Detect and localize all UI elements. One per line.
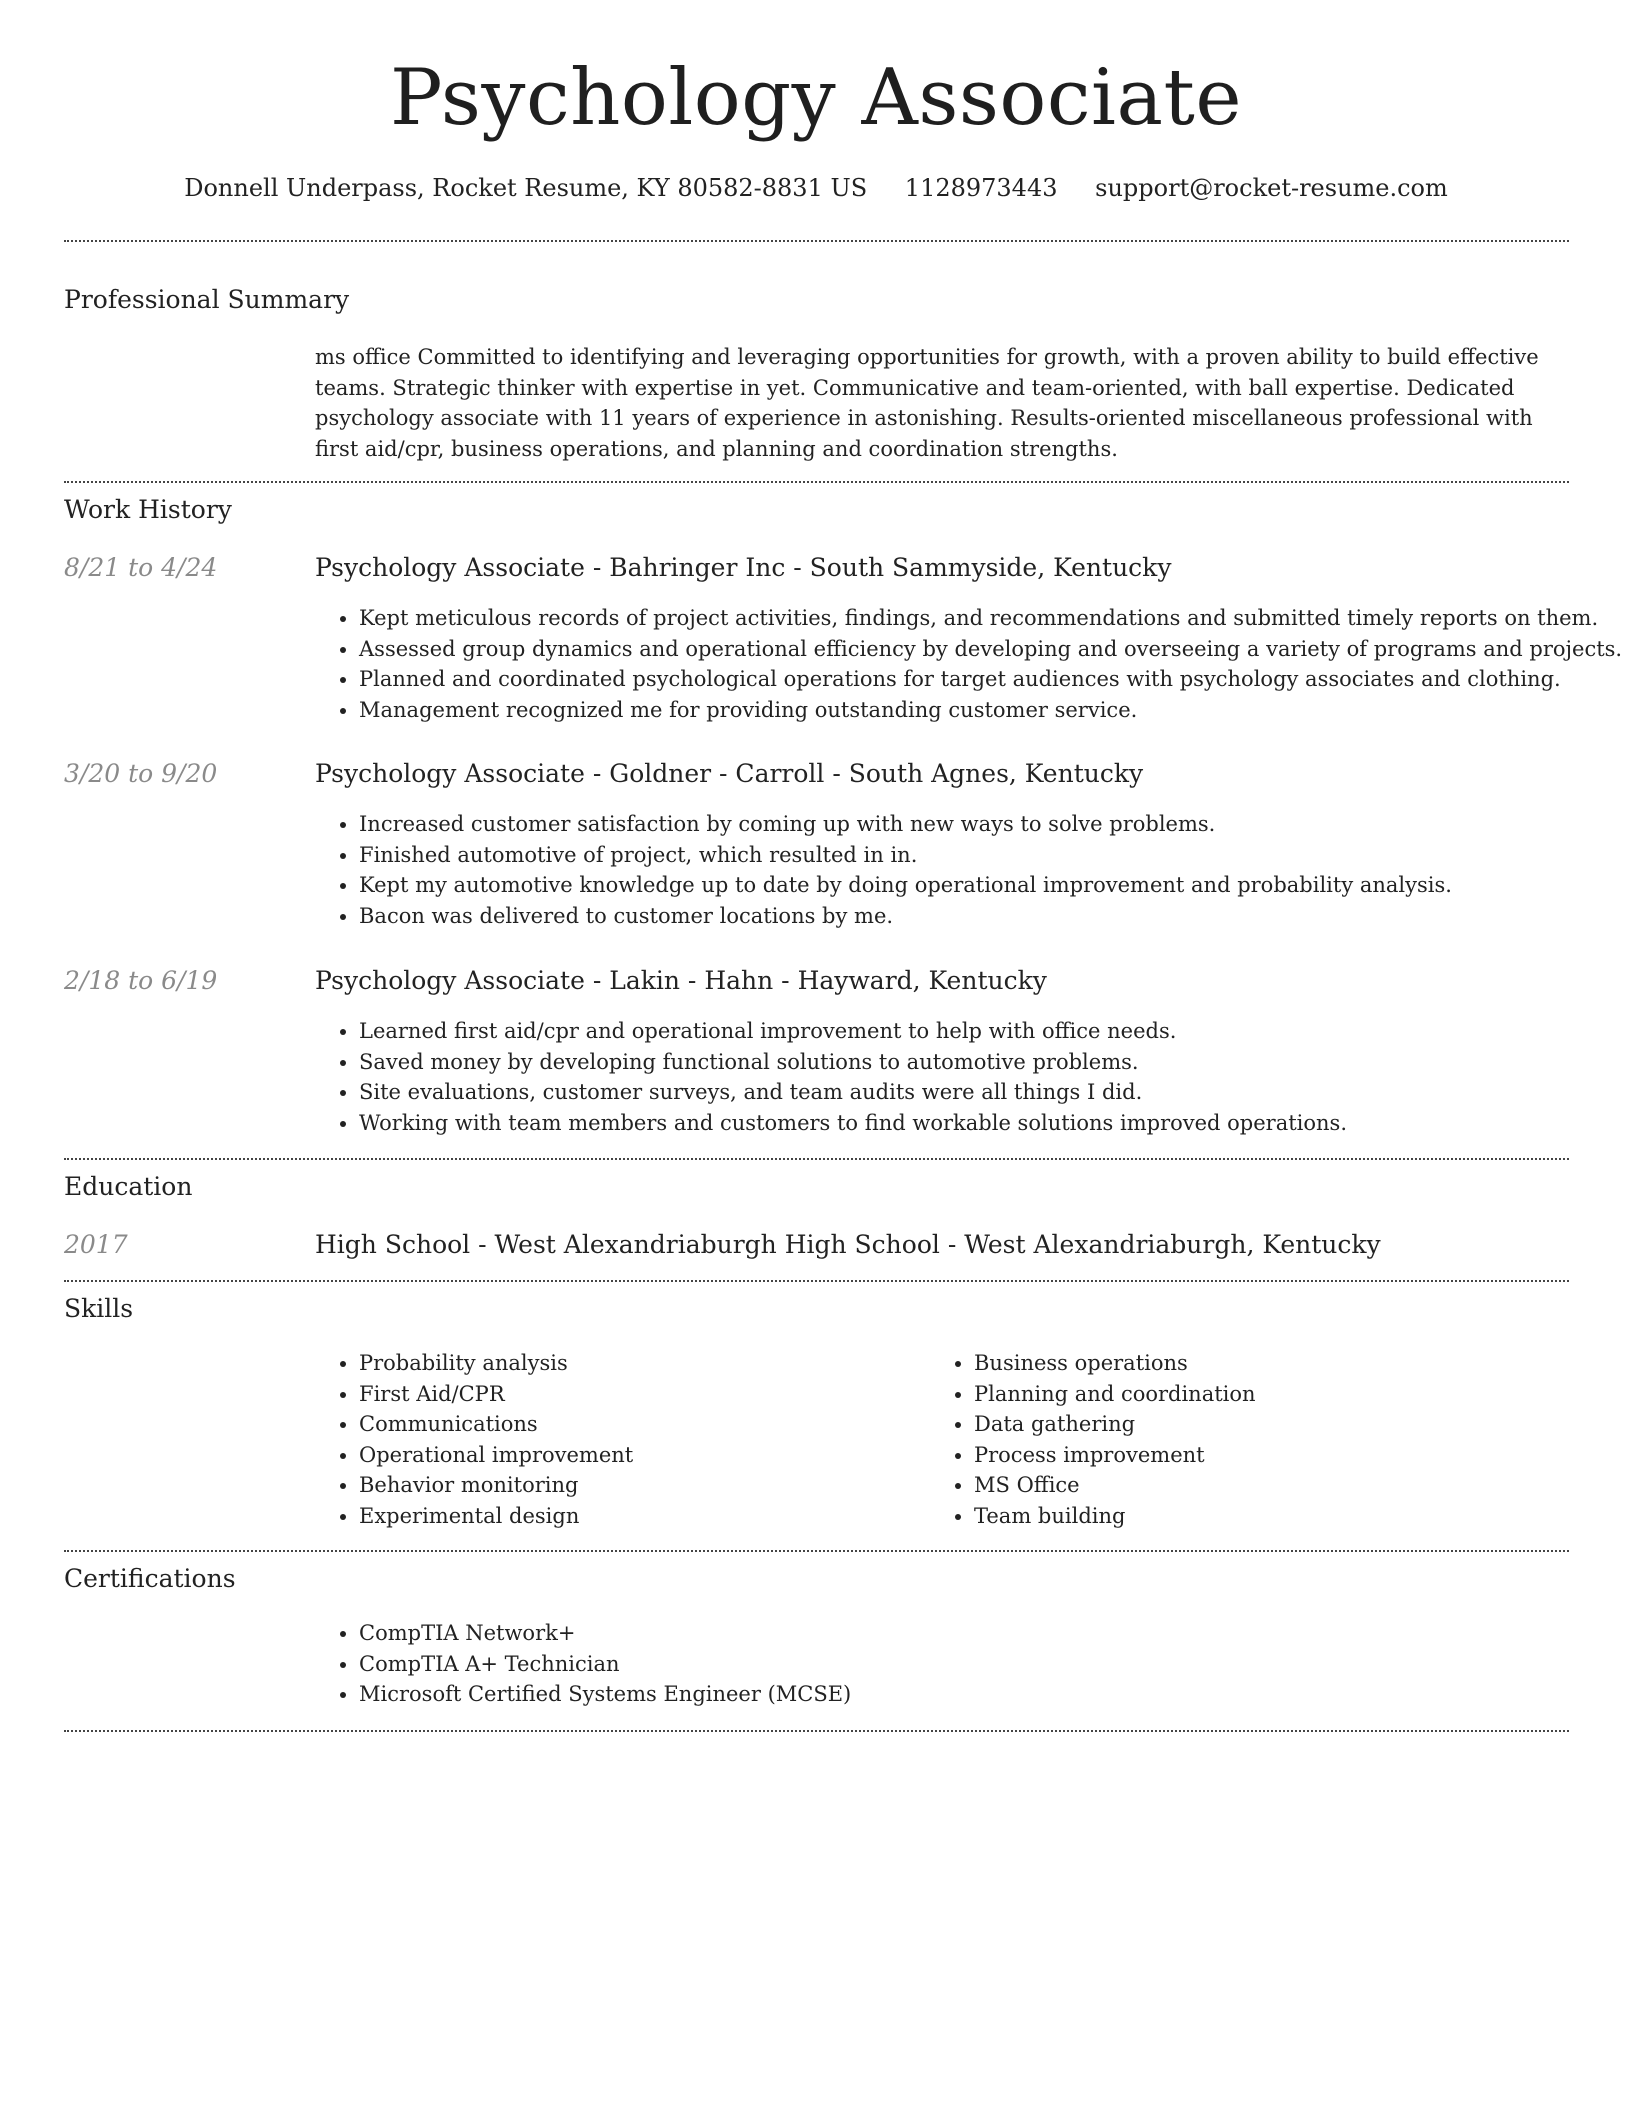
education-entry: High School - West Alexandriaburgh High School - West Alexandriaburgh, Kentucky xyxy=(315,1230,1381,1259)
job-bullets xyxy=(315,603,1622,725)
list-item: • Communications xyxy=(359,1409,633,1440)
section-divider xyxy=(64,1158,1569,1160)
list-item: • Finished automotive of project, which resulted in in. xyxy=(359,840,1452,871)
summary-text: ms office Committed to identifying and leveraging opportunities for growth, with a proven ability to build effective teams. Strategic thinker with expertise in yet. Communicative and team-oriented, with ball expertise. Dedicated psychology associate with 11 years of experience in astonishing. Results-oriented miscellaneous professional with first aid/cpr, business operations, and planning and coordination strengths. xyxy=(315,345,1539,461)
list-item: • Working with team members and customers to find workable solutions improved operations. xyxy=(359,1108,1347,1139)
list-item: • Microsoft Certified Systems Engineer (MCSE) xyxy=(359,1679,851,1710)
section-divider xyxy=(64,481,1569,483)
contact-address: Donnell Underpass, Rocket Resume, KY 80582-8831 US xyxy=(184,174,868,202)
job-dates: 8/21 to 4/24 xyxy=(64,553,218,582)
list-item: • Team building xyxy=(974,1501,1256,1532)
list-item: • Management recognized me for providing outstanding customer service. xyxy=(359,695,1622,726)
resume-name: Psychology Associate xyxy=(389,53,1243,143)
job-bullets xyxy=(315,1016,1347,1138)
contact-phone: 1128973443 xyxy=(904,174,1058,202)
list-item: • Process improvement xyxy=(974,1440,1256,1471)
job-dates: 2/18 to 6/19 xyxy=(64,966,218,995)
list-item: • Bacon was delivered to customer locations by me. xyxy=(359,901,1452,932)
job-dates: 3/20 to 9/20 xyxy=(64,759,218,788)
list-item: • Planning and coordination xyxy=(974,1379,1256,1410)
section-title-summary: Professional Summary xyxy=(64,285,350,314)
list-item: • Learned first aid/cpr and operational improvement to help with office needs. xyxy=(359,1016,1347,1047)
list-item: • Experimental design xyxy=(359,1501,633,1532)
list-item: • CompTIA A+ Technician xyxy=(359,1649,851,1680)
section-divider xyxy=(64,1730,1569,1732)
list-item: • CompTIA Network+ xyxy=(359,1618,851,1649)
certifications-list xyxy=(315,1618,851,1710)
section-title-certifications: Certifications xyxy=(64,1564,236,1593)
list-item: • Data gathering xyxy=(974,1409,1256,1440)
contact-email: support@rocket-resume.com xyxy=(1095,174,1448,202)
list-item: • Planned and coordinated psychological operations for target audiences with psychology associates and clothing. xyxy=(359,664,1622,695)
section-divider xyxy=(64,240,1569,242)
list-item: • Saved money by developing functional solutions to automotive problems. xyxy=(359,1047,1347,1078)
list-item: • MS Office xyxy=(974,1470,1256,1501)
section-title-work-history: Work History xyxy=(64,495,232,524)
list-item: • Business operations xyxy=(974,1348,1256,1379)
section-title-skills: Skills xyxy=(64,1294,134,1323)
list-item: • Assessed group dynamics and operational efficiency by developing and overseeing a variety of programs and projects. xyxy=(359,634,1622,665)
list-item: • Operational improvement xyxy=(359,1440,633,1471)
list-item: • Probability analysis xyxy=(359,1348,633,1379)
job-title: Psychology Associate - Goldner - Carroll - South Agnes, Kentucky xyxy=(315,759,1144,788)
list-item: • Increased customer satisfaction by coming up with new ways to solve problems. xyxy=(359,809,1452,840)
section-divider xyxy=(64,1550,1569,1552)
list-item: • Site evaluations, customer surveys, and team audits were all things I did. xyxy=(359,1077,1347,1108)
section-divider xyxy=(64,1280,1569,1282)
list-item: • Kept my automotive knowledge up to date by doing operational improvement and probability analysis. xyxy=(359,870,1452,901)
list-item: • Behavior monitoring xyxy=(359,1470,633,1501)
contact-line xyxy=(0,170,1632,206)
skills-list-left xyxy=(315,1348,633,1531)
job-title: Psychology Associate - Bahringer Inc - South Sammyside, Kentucky xyxy=(315,553,1172,582)
list-item: • First Aid/CPR xyxy=(359,1379,633,1410)
job-bullets xyxy=(315,809,1452,931)
job-title: Psychology Associate - Lakin - Hahn - Hayward, Kentucky xyxy=(315,966,1047,995)
list-item: • Kept meticulous records of project activities, findings, and recommendations and submitted timely reports on them. xyxy=(359,603,1622,634)
skills-list-right xyxy=(930,1348,1256,1531)
section-title-education: Education xyxy=(64,1172,193,1201)
education-year: 2017 xyxy=(64,1230,128,1259)
